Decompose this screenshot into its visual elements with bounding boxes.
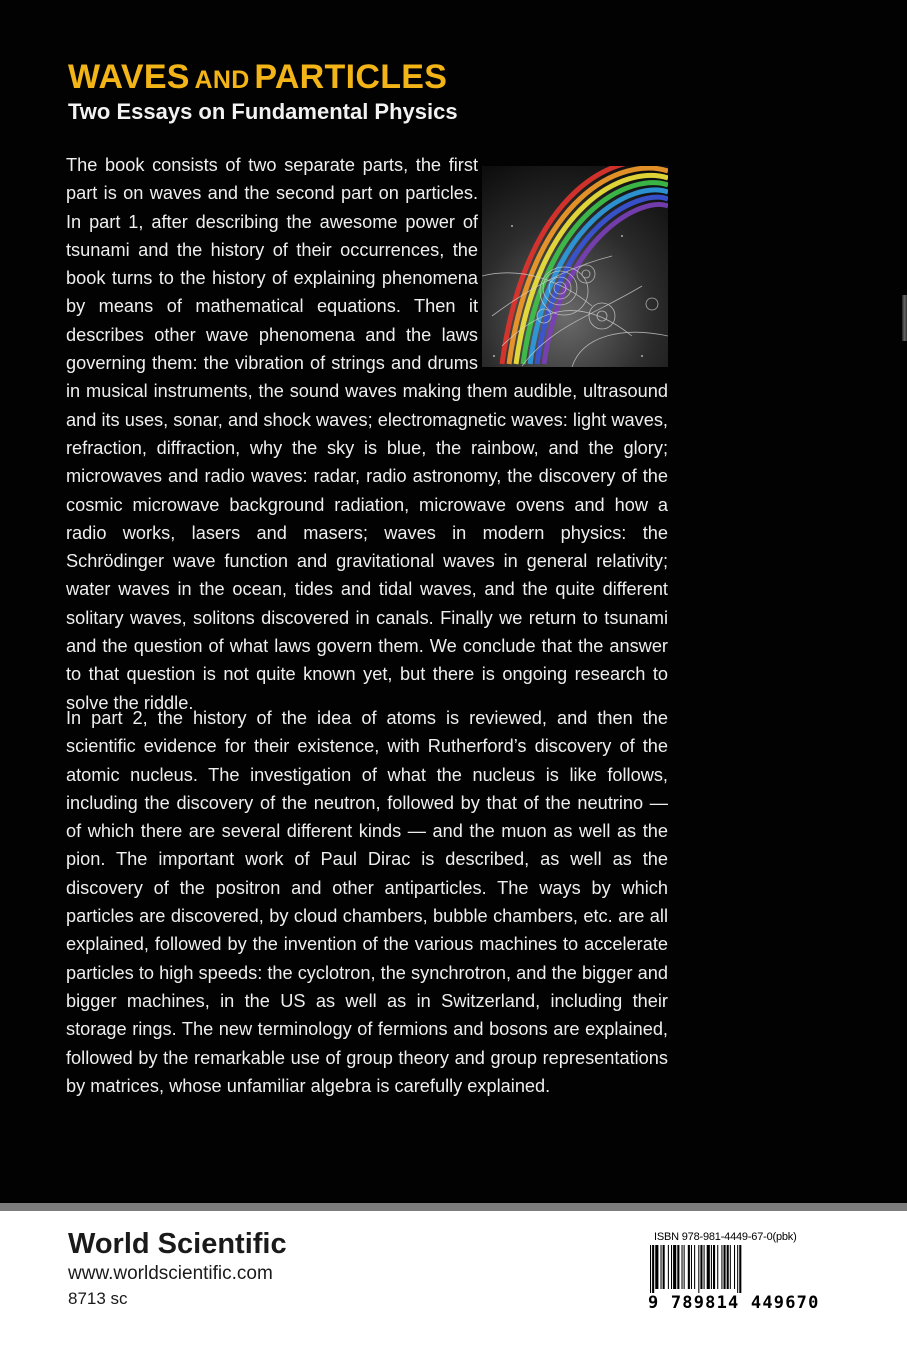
publisher-code: 8713 sc [68, 1289, 128, 1308]
footer-divider [0, 1203, 907, 1211]
barcode-bar [707, 1245, 710, 1289]
description-paragraph-1 [66, 151, 668, 717]
barcode-bar [730, 1245, 731, 1289]
publisher-name: World Scientific [68, 1228, 287, 1260]
title-word-particles: PARTICLES [254, 58, 448, 96]
barcode-bar [739, 1245, 741, 1293]
edge-mark [902, 295, 907, 341]
barcode-bar [668, 1245, 669, 1289]
barcode-bar [652, 1245, 654, 1293]
barcode-bar [691, 1245, 692, 1289]
barcode-bar [700, 1245, 702, 1289]
isbn-label: ISBN 978-981-4449-67-0(pbk) [654, 1231, 797, 1243]
paragraph-1-text: The book consists of two separate parts, the first part is on waves and the second part on particles. In part 1, after describing the awesome power of tsunami and the history of their occurrences, the book turns to the history of explaining phenomena by means of mathematical equations. Then it describes other wave phenomena and the laws governing them: the vibration of strings and drums in musical instruments, the sound waves making them audible, ultrasound and its uses, sonar, and shock waves; electromagnetic waves: light waves, refraction, diffraction, why the sky is blue, the rainbow, and the glory; microwaves and radio waves: radar, radio astronomy, the discovery of the cosmic microwave background radiation, microwave ovens and how a radio works, lasers and masers; waves in modern physics: the Schrödinger wave function and gravitational waves in general relativity; water waves in the ocean, tides and tidal waves, and the quite different solitary waves, solitons discovered in canals. Finally we return to tsunami and the question of what laws govern them. We conclude that the answer to that question is not quite known yet, but there is ongoing research to solve the riddle. [66, 155, 668, 713]
barcode-bar [711, 1245, 712, 1289]
barcode-bar [698, 1245, 699, 1293]
barcode-bar [661, 1245, 662, 1289]
publisher-url: www.worldscientific.com [68, 1263, 273, 1284]
barcode-bar [724, 1245, 726, 1289]
description-paragraph-2: In part 2, the history of the idea of atoms is reviewed, and then the scientific evidence for their existence, with Rutherford’s discovery of the atomic nucleus. The investigation of what the nucleus is like follows, including the discovery of the neutron, followed by that of the neutrino — of which there are several different kinds — and the muon as well as the pion. The important work of Paul Dirac is described, as well as the discovery of the positron and other antiparticles. The ways by which particles are discovered, by cloud chambers, bubble chambers, etc. are all explained, followed by the invention of the various machines to accelerate particles to high speeds: the cyclotron, the synchrotron, and the bigger and bigger machines, in the US as well as in Switzerland, including their storage rings. The new terminology of fermions and bosons are explained, followed by the remarkable use of group theory and group representations by matrices, whose unfamiliar algebra is carefully explained. [66, 708, 668, 1096]
title-word-and: AND [194, 66, 250, 94]
barcode-bar [694, 1245, 695, 1289]
barcode-bar [727, 1245, 729, 1289]
barcode-bar [688, 1245, 690, 1289]
barcode-bar [713, 1245, 715, 1289]
barcode-bar [734, 1245, 735, 1289]
book-subtitle: Two Essays on Fundamental Physics [68, 99, 458, 124]
image-float-spacer [478, 151, 668, 363]
barcode-bar [650, 1245, 651, 1293]
barcode-bar [677, 1245, 679, 1289]
barcode-bar [663, 1245, 665, 1289]
barcode-bar [721, 1245, 722, 1289]
barcode-digits: 9 789814 449670 [648, 1293, 820, 1313]
barcode-bar [684, 1245, 685, 1289]
barcode-bar [655, 1245, 658, 1289]
barcode-bar [737, 1245, 738, 1293]
barcode-bar [717, 1245, 718, 1289]
book-title [68, 58, 447, 97]
footer [0, 1211, 907, 1360]
barcode-bar [682, 1245, 683, 1289]
barcode-bar [671, 1245, 672, 1289]
barcode-bar [704, 1245, 705, 1289]
barcode-bar [673, 1245, 676, 1289]
title-word-waves: WAVES [68, 58, 190, 96]
barcode [650, 1245, 808, 1293]
